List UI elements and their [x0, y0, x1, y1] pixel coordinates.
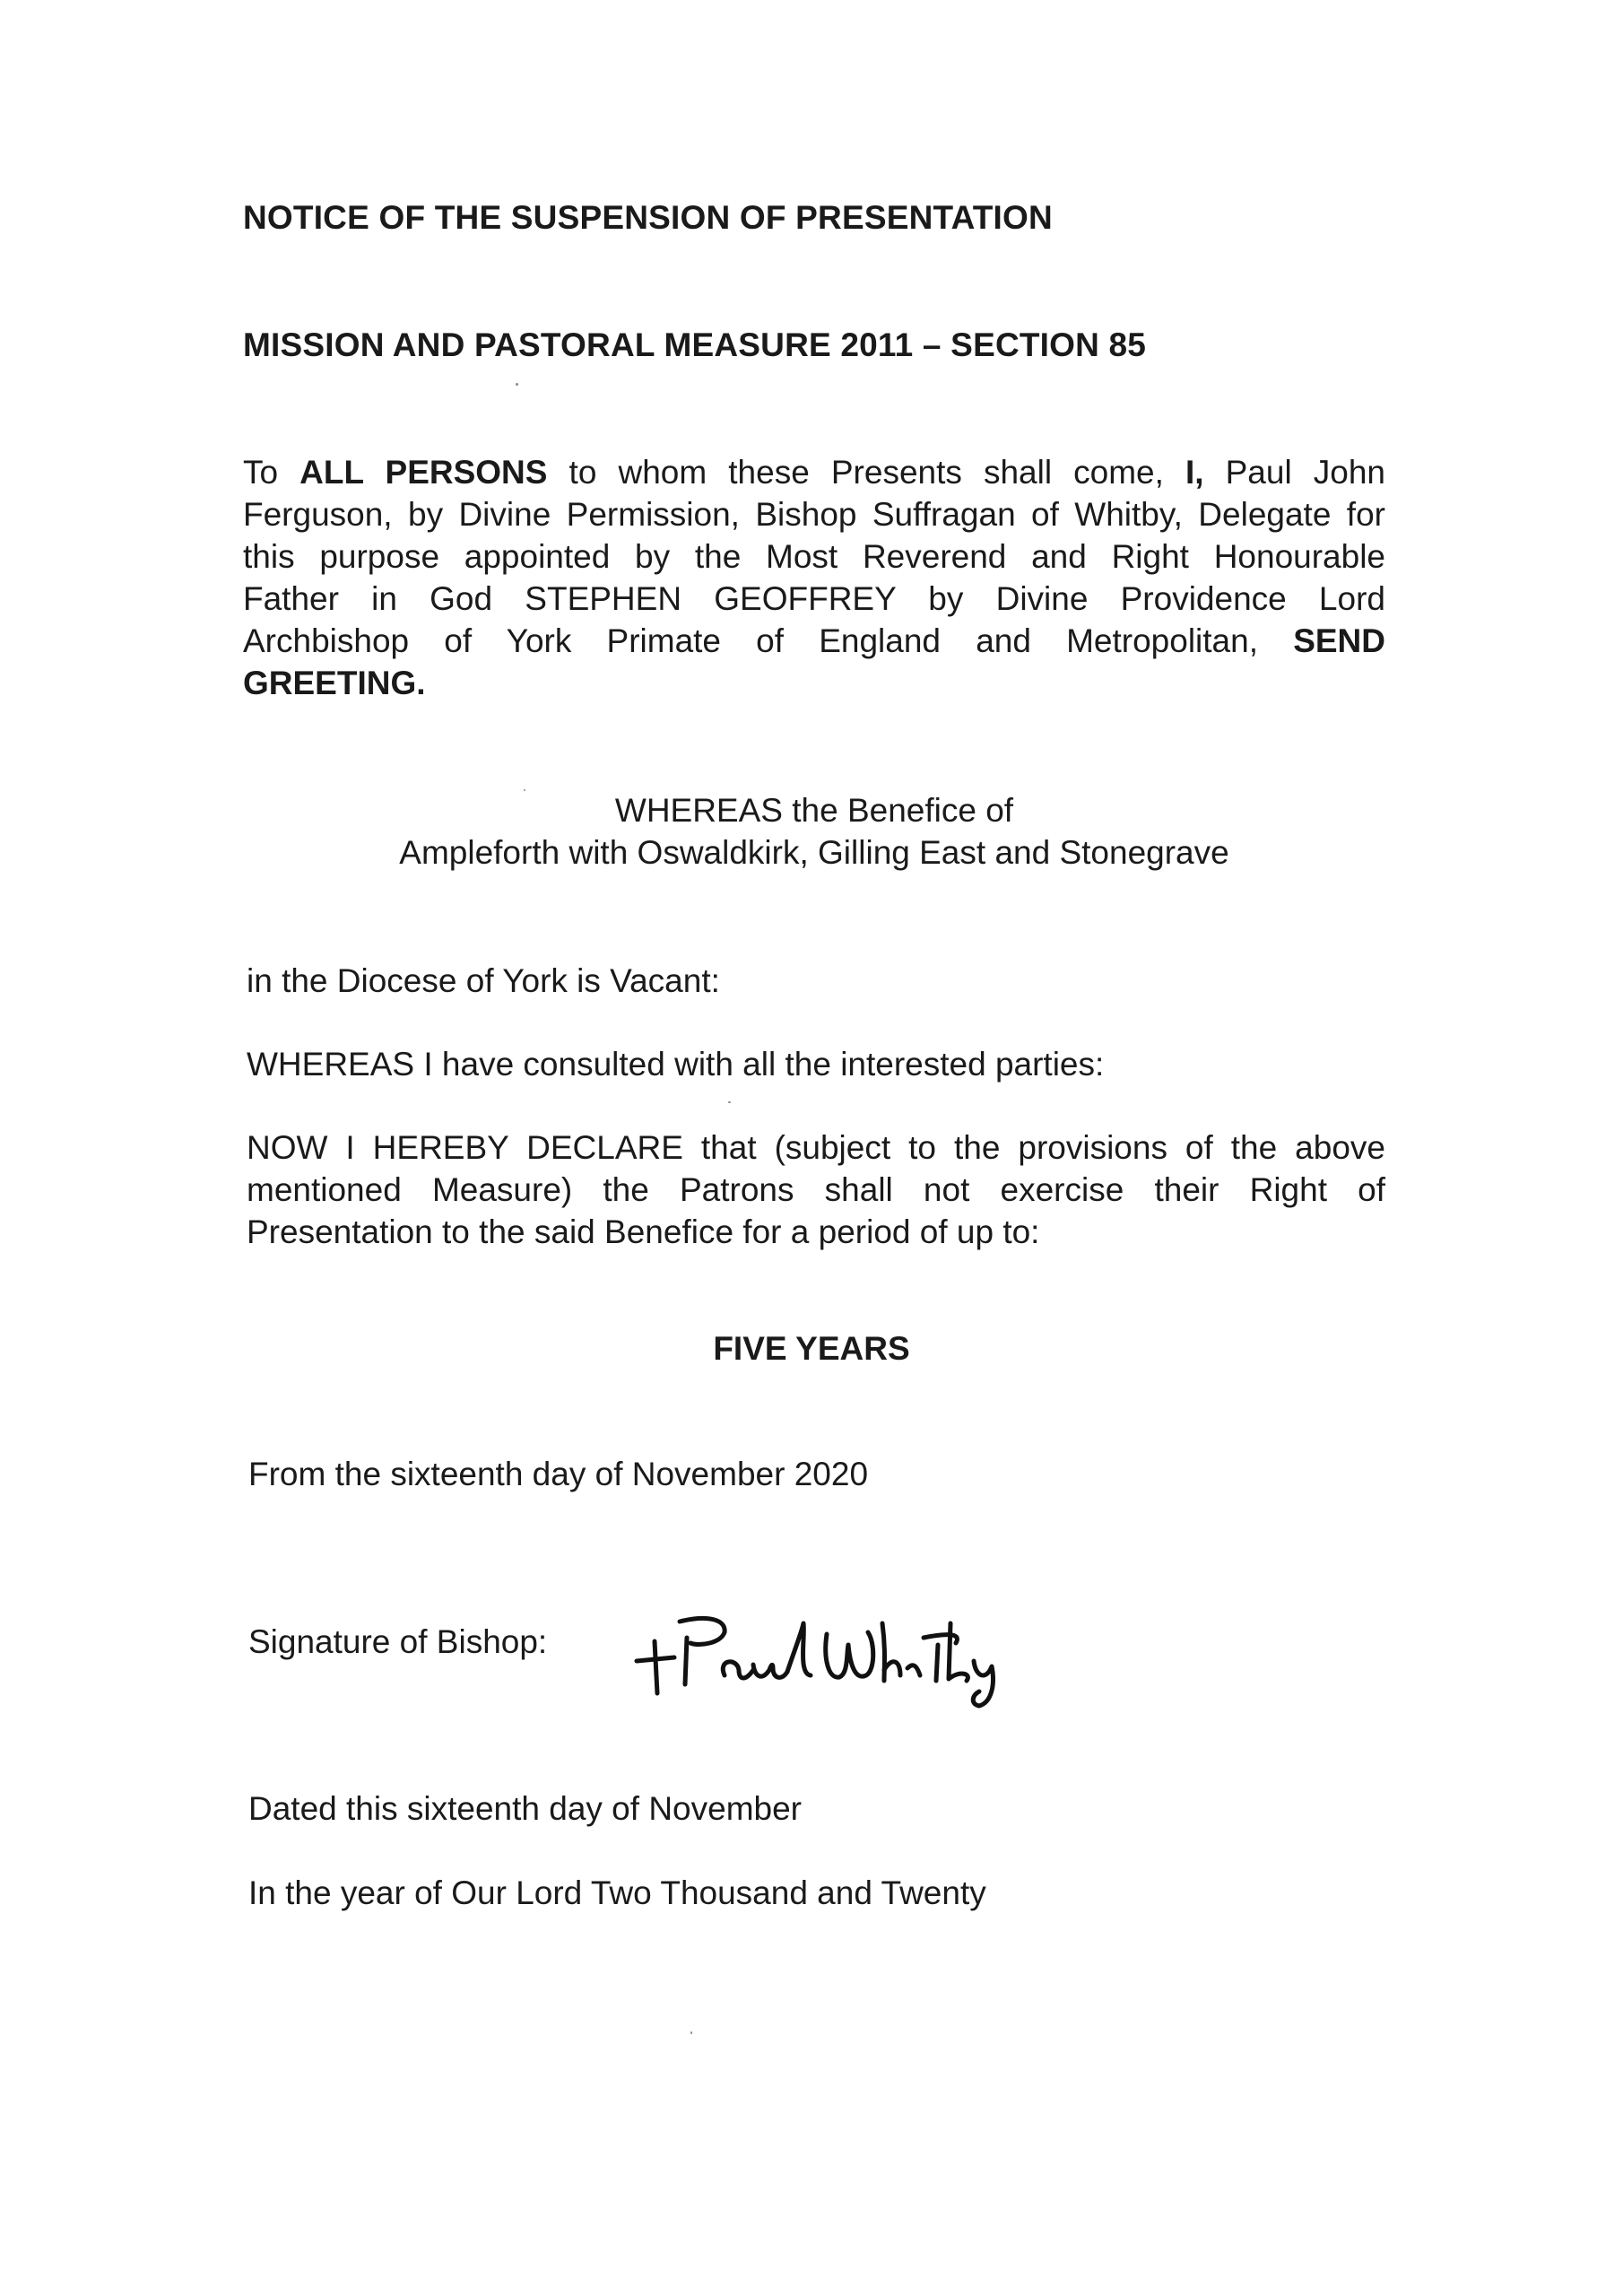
consulted-line: WHEREAS I have consulted with all the interested parties: — [247, 1046, 1105, 1083]
intro-paragraph — [243, 451, 1385, 704]
scan-speck — [516, 383, 518, 386]
intro-line-1: To ALL PERSONS to whom these Presents shall come, I, Paul John — [243, 454, 1386, 491]
scan-speck — [524, 789, 525, 791]
intro-line-6: GREETING. — [243, 665, 426, 701]
declare-line-2: mentioned Measure) the Patrons shall not exercise their Right of — [247, 1171, 1385, 1208]
benefice-block — [243, 789, 1385, 874]
period: FIVE YEARS — [713, 1330, 910, 1367]
bishop-signature — [628, 1587, 1040, 1713]
declare-paragraph — [247, 1126, 1385, 1253]
year-line: In the year of Our Lord Two Thousand and Twenty — [248, 1874, 986, 1911]
signature-label: Signature of Bishop: — [248, 1623, 548, 1660]
benefice-name: Ampleforth with Oswaldkirk, Gilling East and Stonegrave — [399, 834, 1229, 871]
scan-speck — [690, 2031, 692, 2034]
notice-heading: NOTICE OF THE SUSPENSION OF PRESENTATION — [243, 199, 1053, 236]
from-date-line: From the sixteenth day of November 2020 — [248, 1456, 869, 1492]
declare-line-3: Presentation to the said Benefice for a period of up to: — [247, 1213, 1040, 1250]
intro-line-2: Ferguson, by Divine Permission, Bishop Suffragan of Whitby, Delegate for — [243, 496, 1385, 533]
measure-heading: MISSION AND PASTORAL MEASURE 2011 – SECTION 85 — [243, 326, 1147, 363]
whereas-benefice-line: WHEREAS the Benefice of — [614, 792, 1014, 829]
dated-line: Dated this sixteenth day of November — [248, 1790, 802, 1827]
scan-speck — [728, 1101, 731, 1103]
intro-line-3: this purpose appointed by the Most Reverend and Right Honourable — [243, 538, 1385, 575]
declare-line-1: NOW I HEREBY DECLARE that (subject to the provisions of the above — [247, 1129, 1385, 1166]
diocese-line: in the Diocese of York is Vacant: — [247, 962, 720, 999]
intro-line-4: Father in God STEPHEN GEOFFREY by Divine Providence Lord — [243, 580, 1385, 617]
intro-line-5: Archbishop of York Primate of England and Metropolitan, SEND — [243, 622, 1385, 659]
